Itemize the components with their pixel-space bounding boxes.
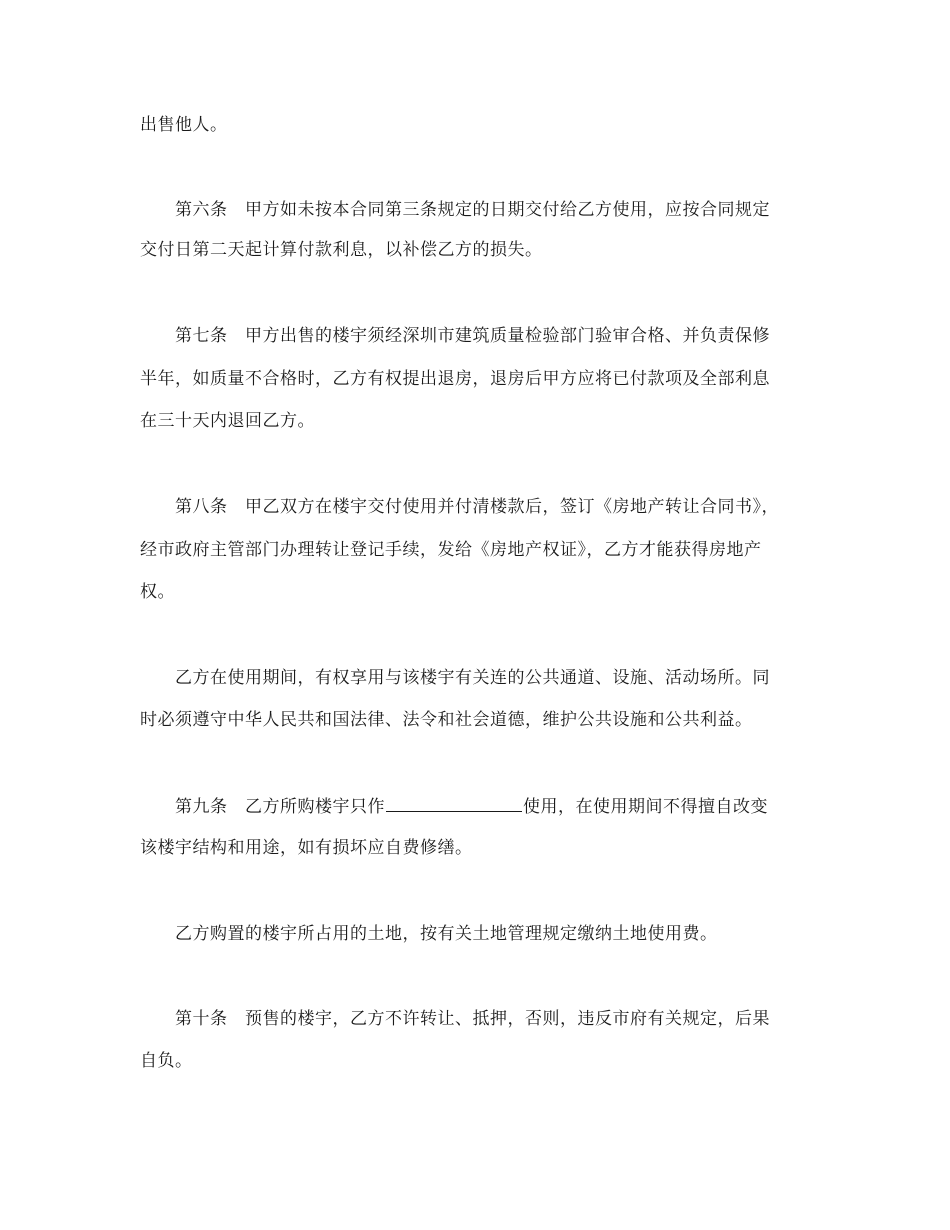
usage-rights-line-2: 时必须遵守中华人民共和国法律、法令和社会道德，维护公共设施和公共利益。 [140,710,753,730]
usage-rights-line-1: 乙方在使用期间，有权享用与该楼宇有关连的公共通道、设施、活动场所。同 [140,668,770,688]
article-8-line-3: 权。 [140,582,175,602]
usage-blank-line [386,795,522,812]
text-line: 出售他人。 [140,115,228,135]
article-7-line-3: 在三十天内退回乙方。 [140,411,315,431]
article-7-line-2: 半年，如质量不合格时，乙方有权提出退房，退房后甲方应将已付款项及全部利息 [140,369,770,389]
article-9-line-1 [140,795,768,818]
land-fee-line: 乙方购置的楼宇所占用的土地，按有关土地管理规定缴纳土地使用费。 [140,924,718,944]
article-10-line-2: 自负。 [140,1051,193,1071]
article-8-line-2: 经市政府主管部门办理转让登记手续，发给《房地产权证》，乙方才能获得房地产 [140,540,762,560]
article-9-text-before-blank: 第九条 乙方所购楼宇只作 [140,797,385,817]
article-9-text-after-blank: 使用，在使用期间不得擅自改变 [523,797,768,817]
article-6-line-2: 交付日第二天起计算付款利息，以补偿乙方的损失。 [140,240,543,260]
article-10-line-1: 第十条 预售的楼宇，乙方不许转让、抵押，否则，违反市府有关规定，后果 [140,1009,770,1029]
article-9-line-2: 该楼宇结构和用途，如有损坏应自费修缮。 [140,838,473,858]
article-7-line-1: 第七条 甲方出售的楼宇须经深圳市建筑质量检验部门验审合格、并负责保修 [140,326,770,346]
article-6-line-1: 第六条 甲方如未按本合同第三条规定的日期交付给乙方使用，应按合同规定 [140,200,770,220]
article-8-line-1: 第八条 甲乙双方在楼宇交付使用并付清楼款后，签订《房地产转让合同书》， [140,497,779,517]
